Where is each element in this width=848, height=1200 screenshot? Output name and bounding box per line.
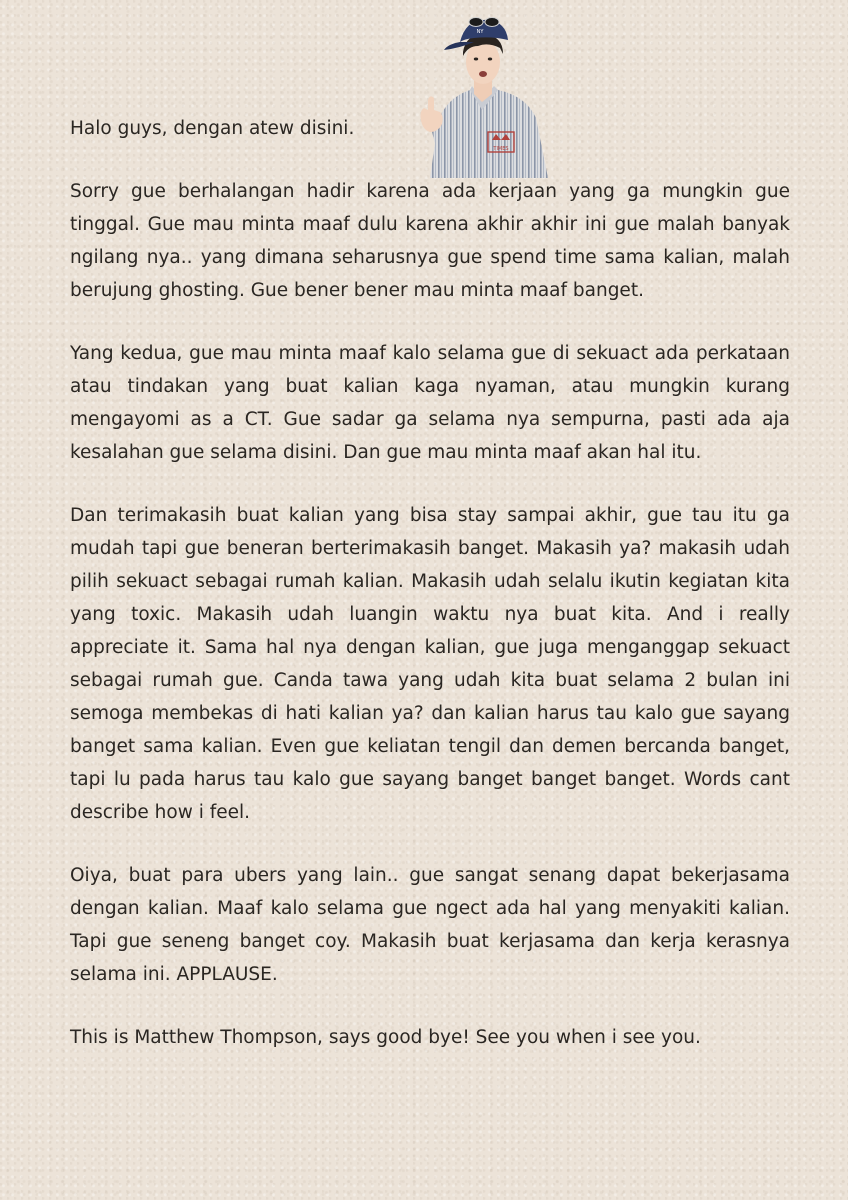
greeting: Halo guys, dengan atew disini.: [70, 118, 355, 139]
letter-body: [70, 112, 790, 1084]
paragraph-thanks: Dan terimakasih buat kalian yang bisa stay sampai akhir, gue tau itu ga mudah tapi gue beneran berterimakasih banget. Makasih ya? makasih udah pilih sekuact sebagai rumah kalian. Makasih udah selalu ikutin kegiatan kita yang toxic. Makasih udah luangin waktu nya buat kita. And i really appreciate it. Sama hal nya dengan kalian, gue juga menganggap sekuact sebagai rumah gue. Canda tawa yang udah kita buat selama 2 bulan ini semoga membekas di hati kalian ya? dan kalian harus tau kalo gue sayang banget sama kalian. Even gue keliatan tengil dan demen bercanda banget, tapi lu pada harus tau kalo gue sayang banget banget banget. Words cant describe how i feel.: [70, 505, 790, 823]
paragraph-apology: Sorry gue berhalangan hadir karena ada kerjaan yang ga mungkin gue tinggal. Gue mau minta maaf dulu karena akhir akhir ini gue malah banyak ngilang nya.. yang dimana seharusnya gue spend time sama kalian, malah berujung ghosting. Gue bener bener mau minta maaf banget.: [70, 181, 790, 301]
paragraph-second-apology: Yang kedua, gue mau minta maaf kalo selama gue di sekuact ada perkataan atau tindakan yang buat kalian kaga nyaman, atau mungkin kurang mengayomi as a CT. Gue sadar ga selama nya sempurna, pasti ada aja kesalahan gue selama disini. Dan gue mau minta maaf akan hal itu.: [70, 343, 790, 463]
closing: This is Matthew Thompson, says good bye! See you when i see you.: [70, 1027, 701, 1048]
svg-text:NY: NY: [476, 29, 484, 35]
paragraph-ubers: Oiya, buat para ubers yang lain.. gue sangat senang dapat bekerjasama dengan kalian. Maaf kalo selama gue ngect ada hal yang menyakiti kalian. Tapi gue seneng banget coy. Makasih buat kerjasama dan kerja kerasnya selama ini. APPLAUSE.: [70, 865, 790, 985]
emblem-text: TIMES: [493, 146, 509, 152]
